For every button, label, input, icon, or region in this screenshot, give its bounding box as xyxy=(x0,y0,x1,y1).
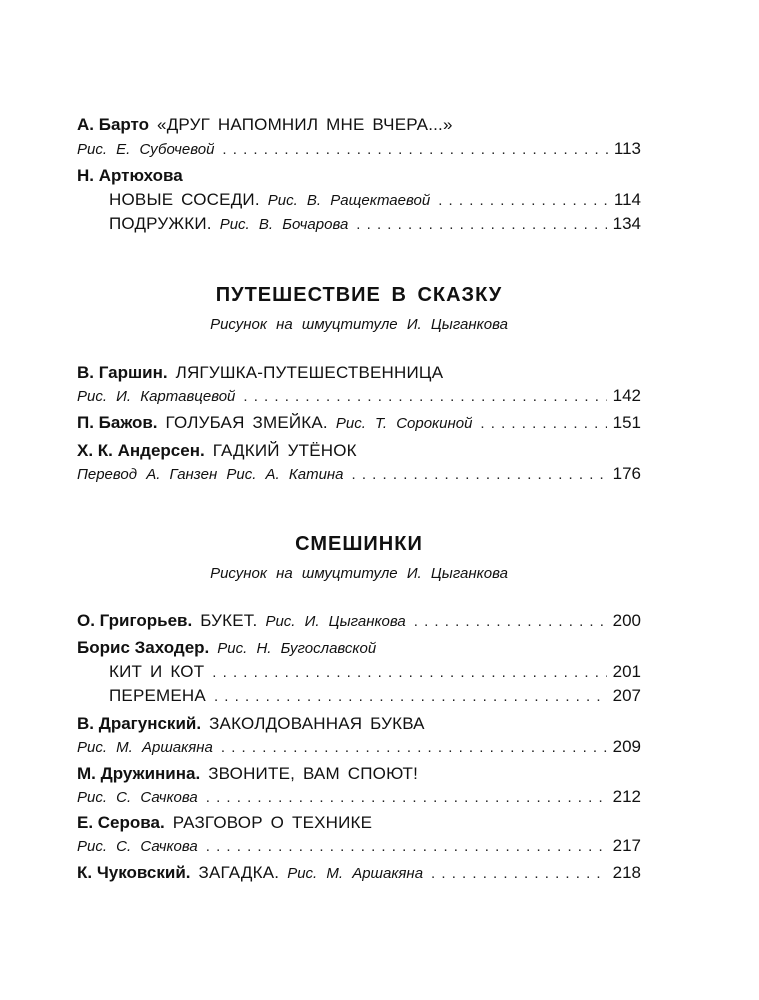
section-title-journey: ПУТЕШЕСТВИЕ В СКАЗКУ xyxy=(215,284,503,306)
work-title: БУКЕТ. xyxy=(200,611,258,630)
toc-entry-kit-i-kot[interactable] xyxy=(109,661,641,684)
toc-entry-chukovsky[interactable] xyxy=(77,862,641,885)
page-number: 113 xyxy=(613,139,641,158)
page-number: 207 xyxy=(612,686,641,705)
author-name: В. Драгунский. xyxy=(77,714,202,733)
leader-dots xyxy=(352,464,607,486)
work-title: ГАДКИЙ УТЁНОК xyxy=(212,441,357,460)
leader-dots xyxy=(222,139,607,161)
page-number: 134 xyxy=(612,214,641,233)
illustrator: Рис. М. Аршакяна xyxy=(287,865,424,882)
toc-line-garshin xyxy=(77,362,641,384)
toc-entry-barto[interactable] xyxy=(77,138,641,161)
author-name: К. Чуковский. xyxy=(77,863,191,882)
page-number: 176 xyxy=(612,464,641,483)
page-number: 114 xyxy=(613,190,641,209)
author-name: Н. Артюхова xyxy=(77,166,183,185)
leader-dots xyxy=(414,611,607,633)
work-title: ПЕРЕМЕНА xyxy=(109,686,206,705)
toc-entry-druzhinina[interactable] xyxy=(77,786,641,809)
page-number: 200 xyxy=(612,611,641,630)
author-name: Х. К. Андерсен. xyxy=(77,441,205,460)
illustrator: Перевод А. Ганзен Рис. А. Катина xyxy=(77,466,344,483)
leader-dots xyxy=(438,190,608,212)
page-number: 201 xyxy=(612,662,641,681)
work-title: ЗВОНИТЕ, ВАМ СПОЮТ! xyxy=(208,764,418,783)
toc-line-zakhoder xyxy=(77,637,641,660)
toc-line-andersen xyxy=(77,440,641,462)
leader-dots xyxy=(206,836,607,858)
leader-dots xyxy=(243,386,606,408)
leader-dots xyxy=(431,863,607,885)
section-title-smeshinki: СМЕШИНКИ xyxy=(295,533,423,555)
author-name: Е. Серова. xyxy=(77,813,165,832)
work-title: КИТ И КОТ xyxy=(109,662,205,681)
toc-entry-dragunsky[interactable] xyxy=(77,736,641,759)
work-title: НОВЫЕ СОСЕДИ. xyxy=(109,190,260,209)
leader-dots xyxy=(214,686,607,708)
toc-entry-grigoriev[interactable] xyxy=(77,610,641,633)
leader-dots xyxy=(206,787,607,809)
toc-entry-serova[interactable] xyxy=(77,835,641,858)
illustrator: Рис. И. Цыганкова xyxy=(265,613,406,630)
toc-entry-peremena[interactable] xyxy=(109,685,641,708)
section-subtitle-smeshinki: Рисунок на шмуцтитуле И. Цыганкова xyxy=(210,565,508,582)
illustrator: Рис. И. Картавцевой xyxy=(77,388,236,405)
leader-dots xyxy=(356,214,606,236)
work-title: «ДРУГ НАПОМНИЛ МНЕ ВЧЕРА...» xyxy=(157,115,453,134)
author-name: П. Бажов. xyxy=(77,413,158,432)
leader-dots xyxy=(212,662,606,684)
illustrator: Рис. С. Сачкова xyxy=(77,838,198,855)
illustrator: Рис. Т. Сорокиной xyxy=(335,415,473,432)
illustrator: Рис. В. Бочарова xyxy=(219,216,349,233)
author-name: Борис Заходер. xyxy=(77,638,210,657)
author-name: А. Барто xyxy=(77,115,150,134)
toc-entry-novye-sosedi[interactable] xyxy=(109,189,641,212)
page-number: 151 xyxy=(612,413,641,432)
page-number: 217 xyxy=(612,836,641,855)
toc-entry-andersen[interactable] xyxy=(77,463,641,486)
page-number: 142 xyxy=(612,386,641,405)
toc-entry-podruzhki[interactable] xyxy=(109,213,641,236)
toc-entry-garshin[interactable] xyxy=(77,385,641,408)
author-name: О. Григорьев. xyxy=(77,611,193,630)
illustrator: Рис. Н. Бугославской xyxy=(217,640,377,657)
work-title: ЗАГАДКА. xyxy=(198,863,280,882)
page-number: 209 xyxy=(612,737,641,756)
author-name: М. Дружинина. xyxy=(77,764,201,783)
illustrator: Рис. М. Аршакяна xyxy=(77,739,213,756)
work-title: РАЗГОВОР О ТЕХНИКЕ xyxy=(172,813,373,832)
toc-line-dragunsky xyxy=(77,713,641,735)
page-number: 218 xyxy=(612,863,641,882)
leader-dots xyxy=(221,737,607,759)
work-title: ЛЯГУШКА-ПУТЕШЕСТВЕННИЦА xyxy=(175,363,444,382)
toc-line-barto xyxy=(77,114,641,136)
section-subtitle-journey: Рисунок на шмуцтитуле И. Цыганкова xyxy=(210,316,508,333)
illustrator: Рис. Е. Субочевой xyxy=(77,141,215,158)
author-name: В. Гаршин. xyxy=(77,363,168,382)
work-title: ПОДРУЖКИ. xyxy=(109,214,212,233)
toc-line-artyukhova xyxy=(77,165,641,187)
toc-entry-bazhov[interactable] xyxy=(77,412,641,435)
page-number: 212 xyxy=(612,787,641,806)
toc-line-druzhinina xyxy=(77,763,641,785)
leader-dots xyxy=(480,413,606,435)
illustrator: Рис. В. Ращектаевой xyxy=(267,192,431,209)
toc-line-serova xyxy=(77,812,641,834)
illustrator: Рис. С. Сачкова xyxy=(77,789,198,806)
work-title: ГОЛУБАЯ ЗМЕЙКА. xyxy=(165,413,328,432)
work-title: ЗАКОЛДОВАННАЯ БУКВА xyxy=(209,714,425,733)
